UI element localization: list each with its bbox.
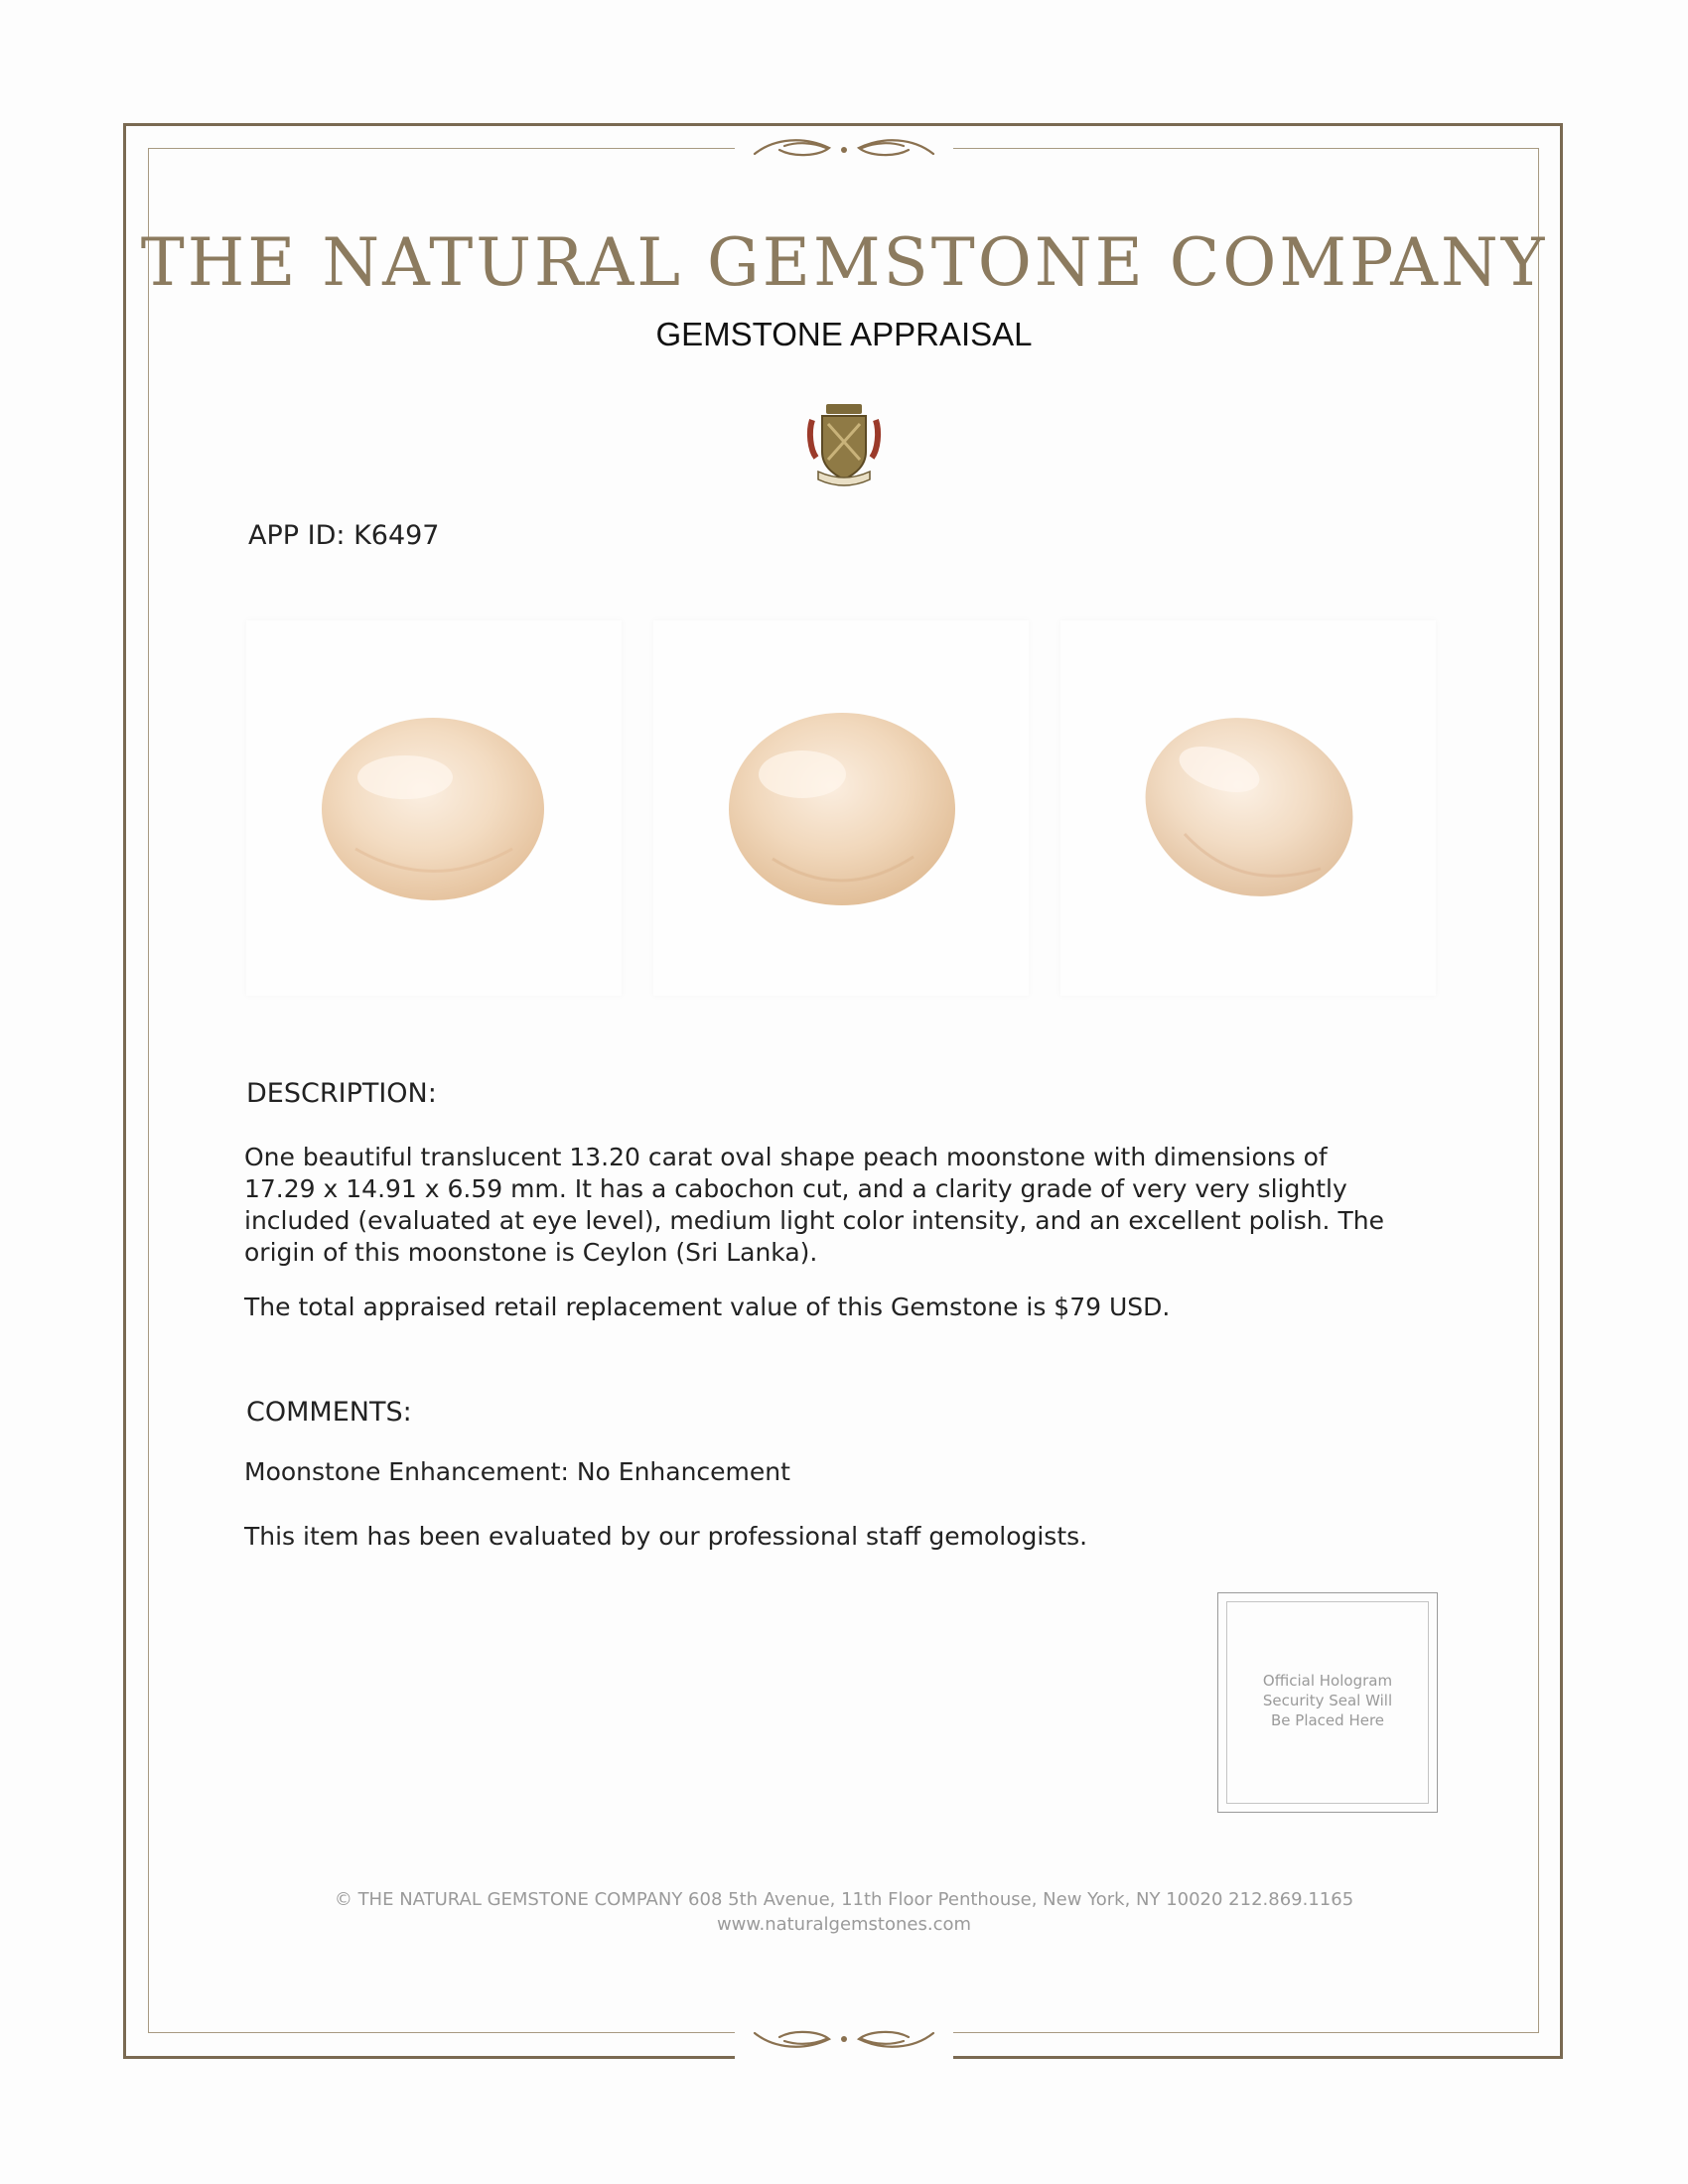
- top-flourish-ornament: [735, 128, 953, 168]
- evaluation-comment: This item has been evaluated by our professional staff gemologists.: [244, 1522, 1088, 1551]
- hologram-seal-text: [1218, 1671, 1437, 1730]
- hologram-seal-placeholder: [1217, 1592, 1438, 1813]
- app-id: [248, 520, 439, 551]
- seal-line-3: Be Placed Here: [1270, 1711, 1385, 1729]
- enhancement-comment: Moonstone Enhancement: No Enhancement: [244, 1457, 790, 1486]
- footer-website-link[interactable]: www.naturalgemstones.com: [716, 1914, 972, 1935]
- company-name-heading: THE NATURAL GEMSTONE COMPANY: [140, 224, 1548, 301]
- gemstone-photo-3: [1060, 620, 1436, 996]
- comments-heading: COMMENTS:: [246, 1397, 412, 1428]
- gemstone-photo-2: [653, 620, 1029, 996]
- app-id-label: APP ID:: [248, 520, 346, 551]
- appraised-value-statement: The total appraised retail replacement value of this Gemstone is $79 USD.: [244, 1293, 1171, 1321]
- seal-line-2: Security Seal Will: [1262, 1692, 1393, 1709]
- bottom-flourish-ornament: [735, 2019, 953, 2059]
- footer-address: © THE NATURAL GEMSTONE COMPANY 608 5th Avenue, 11th Floor Penthouse, New York, NY 10020 212.869.1165: [334, 1889, 1354, 1910]
- seal-line-1: Official Hologram: [1262, 1672, 1393, 1690]
- description-text: One beautiful translucent 13.20 carat oval shape peach moonstone with dimensions of 17.29 x 14.91 x 6.59 mm. It has a cabochon cut, and a clarity grade of very very slightly included (evaluated at eye level), medium light color intensity, and an excellent polish. The origin of this moonstone is Ceylon (Sri Lanka).: [244, 1143, 1384, 1267]
- document-title: GEMSTONE APPRAISAL: [655, 316, 1033, 352]
- description-heading: DESCRIPTION:: [246, 1078, 437, 1109]
- app-id-value: K6497: [353, 520, 440, 551]
- gemstone-photo-1: [246, 620, 622, 996]
- heraldic-crest-icon: [804, 402, 884, 491]
